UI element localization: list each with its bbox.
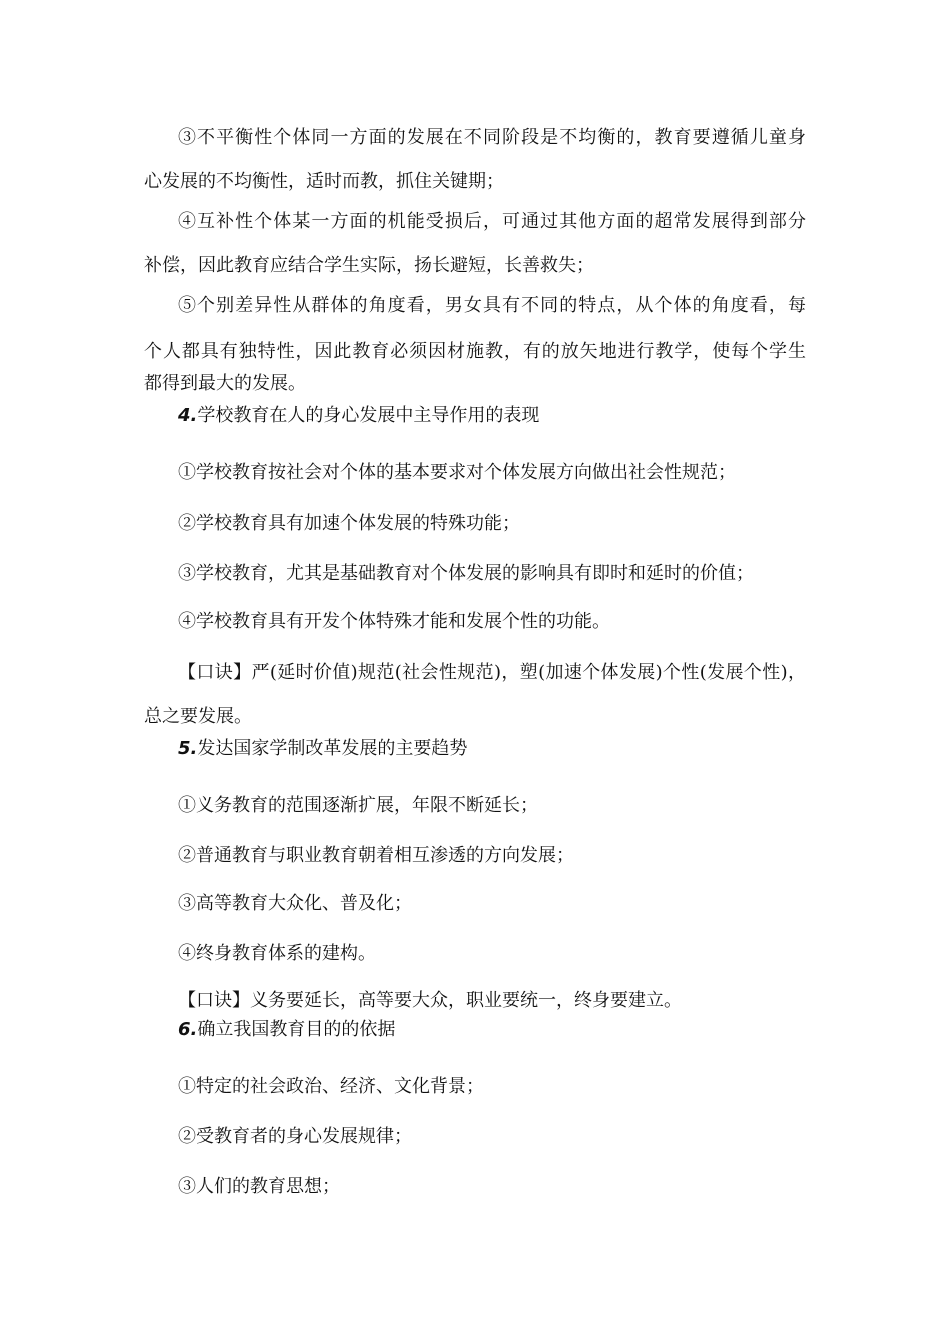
section-heading — [178, 1018, 395, 1042]
mnemonic-line: 【口诀】义务要延长，高等要大众，职业要统一，终身要建立。 — [178, 990, 682, 1011]
paragraph-line: 个人都具有独特性，因此教育必须因材施教，有的放矢地进行教学，使每个学生 — [144, 341, 806, 362]
section-heading — [178, 737, 467, 761]
mnemonic-line: 【口诀】严(延时价值)规范(社会性规范)，塑(加速个体发展)个性(发展个性)， — [178, 662, 806, 683]
section-number: 5. — [178, 738, 198, 759]
section-number: 6. — [178, 1019, 198, 1040]
paragraph-line: ③不平衡性个体同一方面的发展在不同阶段是不均衡的，教育要遵循儿童身 — [178, 127, 806, 148]
list-item: ③人们的教育思想； — [178, 1176, 340, 1197]
section-heading — [178, 404, 539, 428]
section-title: 学校教育在人的身心发展中主导作用的表现 — [197, 405, 540, 426]
list-item: ②受教育者的身心发展规律； — [178, 1126, 412, 1147]
paragraph-line: 补偿，因此教育应结合学生实际，扬长避短，长善救失； — [144, 255, 594, 276]
list-item: ④终身教育体系的建构。 — [178, 943, 376, 964]
paragraph-line: ④互补性个体某一方面的机能受损后，可通过其他方面的超常发展得到部分 — [178, 211, 806, 232]
paragraph-line: ⑤个别差异性从群体的角度看，男女具有不同的特点，从个体的角度看，每 — [178, 295, 806, 316]
section-title: 发达国家学制改革发展的主要趋势 — [197, 738, 468, 759]
section-title: 确立我国教育目的的依据 — [197, 1019, 396, 1040]
list-item: ③学校教育，尤其是基础教育对个体发展的影响具有即时和延时的价值； — [178, 563, 754, 584]
paragraph-line: 心发展的不均衡性，适时而教，抓住关键期； — [144, 171, 504, 192]
list-item: ③高等教育大众化、普及化； — [178, 893, 412, 914]
mnemonic-line: 总之要发展。 — [144, 706, 252, 727]
list-item: ①学校教育按社会对个体的基本要求对个体发展方向做出社会性规范； — [178, 462, 736, 483]
list-item: ①义务教育的范围逐渐扩展，年限不断延长； — [178, 795, 538, 816]
list-item: ②普通教育与职业教育朝着相互渗透的方向发展； — [178, 845, 574, 866]
list-item: ②学校教育具有加速个体发展的特殊功能； — [178, 513, 520, 534]
paragraph-line: 都得到最大的发展。 — [144, 373, 306, 394]
list-item: ①特定的社会政治、经济、文化背景； — [178, 1076, 484, 1097]
list-item: ④学校教育具有开发个体特殊才能和发展个性的功能。 — [178, 611, 610, 632]
section-number: 4. — [178, 405, 198, 426]
